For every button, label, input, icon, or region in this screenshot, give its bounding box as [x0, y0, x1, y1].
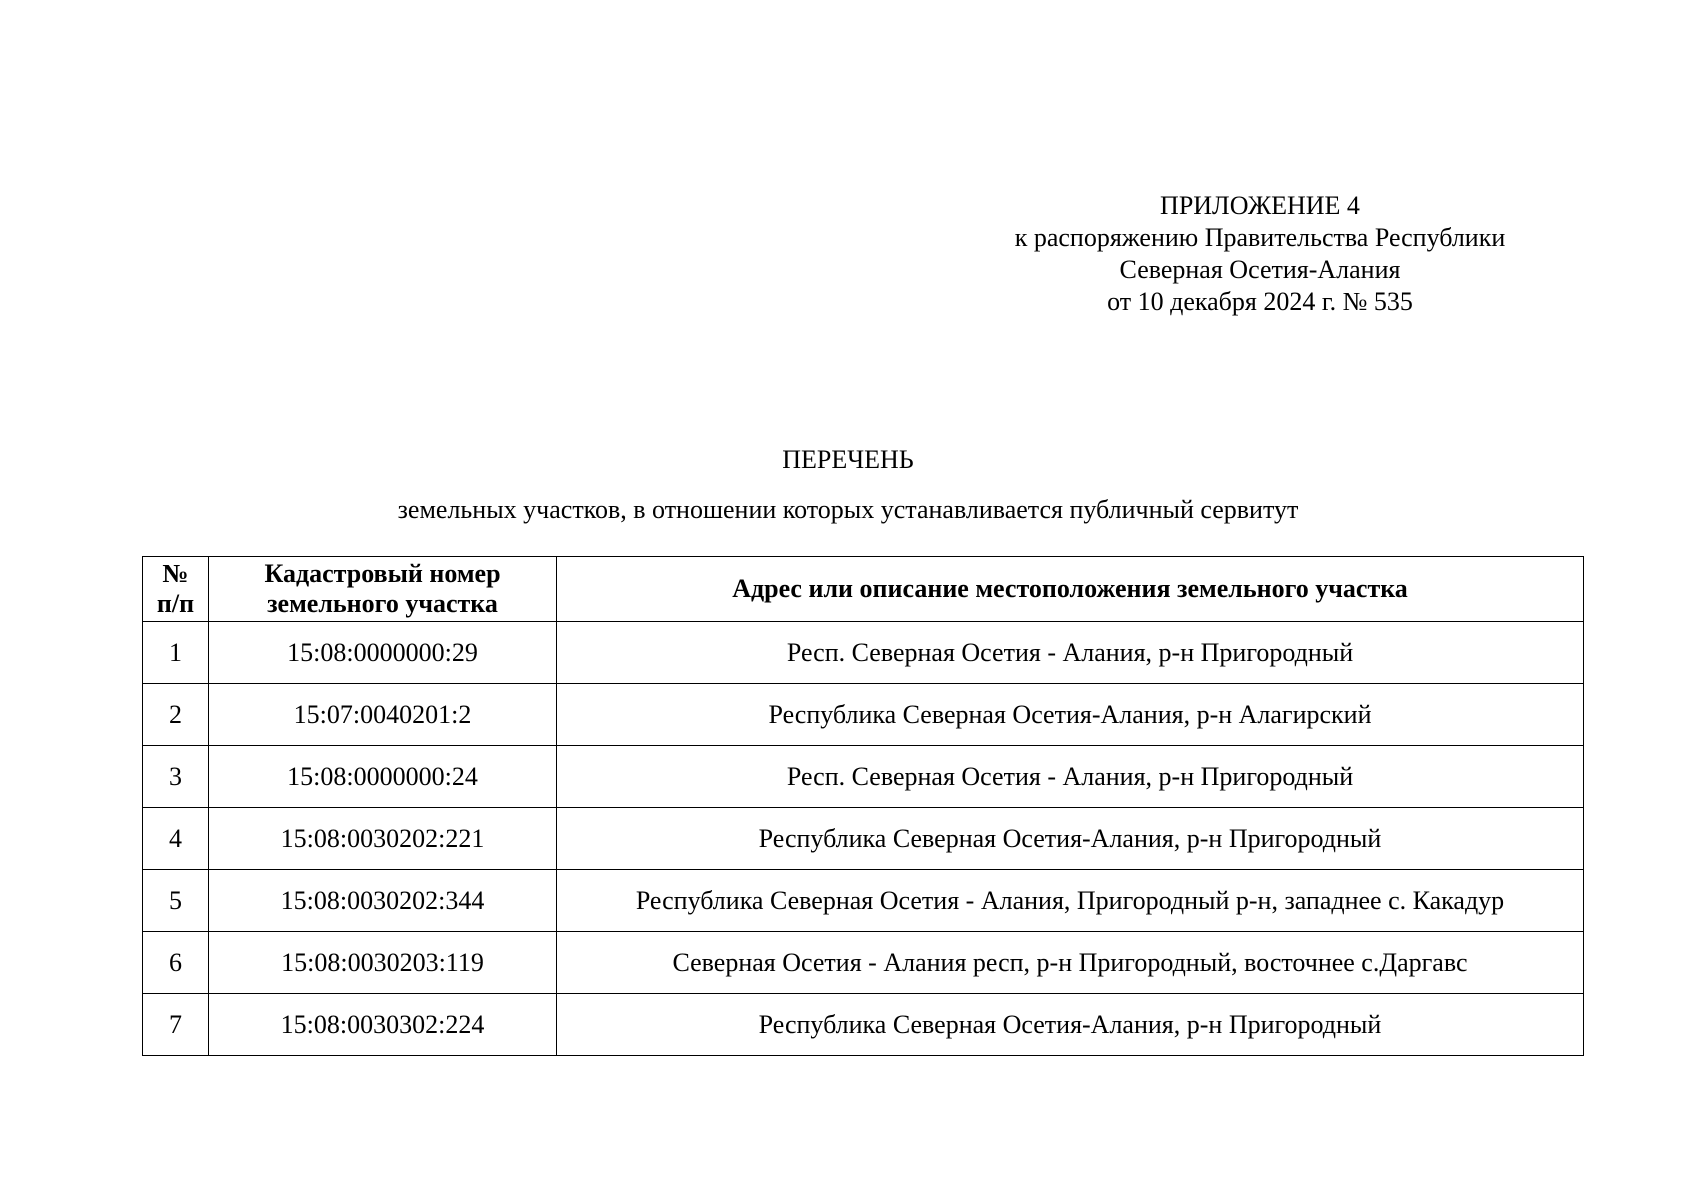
document-subtitle: земельных участков, в отношении которых устанавливается публичный сервитут: [397, 495, 1299, 524]
row-number: 5: [143, 870, 209, 932]
row-cadastral: 15:08:0030302:224: [209, 994, 557, 1056]
table-row: [143, 808, 1584, 870]
row-number: 6: [143, 932, 209, 994]
header-number: [143, 557, 209, 622]
header-cadastral-line2: земельного участка: [267, 589, 498, 618]
header-address: Адрес или описание местоположения земельного участка: [557, 557, 1584, 622]
table-row: [143, 684, 1584, 746]
row-cadastral: 15:08:0030203:119: [209, 932, 557, 994]
table-header-row: [143, 557, 1584, 622]
row-address: Респ. Северная Осетия - Алания, р-н Пригородный: [557, 622, 1584, 684]
row-address: Республика Северная Осетия-Алания, р-н Пригородный: [557, 808, 1584, 870]
header-number-line2: п/п: [156, 589, 195, 618]
table-row: [143, 746, 1584, 808]
row-cadastral: 15:08:0000000:29: [209, 622, 557, 684]
appendix-date: от 10 декабря 2024 г. № 535: [1107, 287, 1413, 316]
header-cadastral-line1: Кадастровый номер: [264, 559, 501, 588]
appendix-number: ПРИЛОЖЕНИЕ 4: [1160, 191, 1360, 220]
row-cadastral: 15:07:0040201:2: [209, 684, 557, 746]
row-number: 4: [143, 808, 209, 870]
table-row: [143, 932, 1584, 994]
row-address: Республика Северная Осетия-Алания, р-н Пригородный: [557, 994, 1584, 1056]
appendix-heading: [960, 190, 1560, 318]
appendix-reference: к распоряжению Правительства Республики: [1014, 223, 1506, 252]
row-address: Северная Осетия - Алания респ, р-н Пригородный, восточнее с.Даргавс: [557, 932, 1584, 994]
row-number: 2: [143, 684, 209, 746]
row-address: Республика Северная Осетия-Алания, р-н Алагирский: [557, 684, 1584, 746]
header-cadastral: [209, 557, 557, 622]
row-number: 3: [143, 746, 209, 808]
row-cadastral: 15:08:0030202:221: [209, 808, 557, 870]
table-row: [143, 994, 1584, 1056]
row-cadastral: 15:08:0000000:24: [209, 746, 557, 808]
table-row: [143, 870, 1584, 932]
document-title: ПЕРЕЧЕНЬ: [782, 445, 914, 474]
table-row: [143, 622, 1584, 684]
row-number: 1: [143, 622, 209, 684]
row-cadastral: 15:08:0030202:344: [209, 870, 557, 932]
land-plots-table: [142, 556, 1584, 1056]
header-number-line1: №: [162, 559, 189, 588]
appendix-region: Северная Осетия-Алания: [1119, 255, 1401, 284]
row-number: 7: [143, 994, 209, 1056]
row-address: Республика Северная Осетия - Алания, Пригородный р-н, западнее с. Какадур: [557, 870, 1584, 932]
row-address: Респ. Северная Осетия - Алания, р-н Пригородный: [557, 746, 1584, 808]
